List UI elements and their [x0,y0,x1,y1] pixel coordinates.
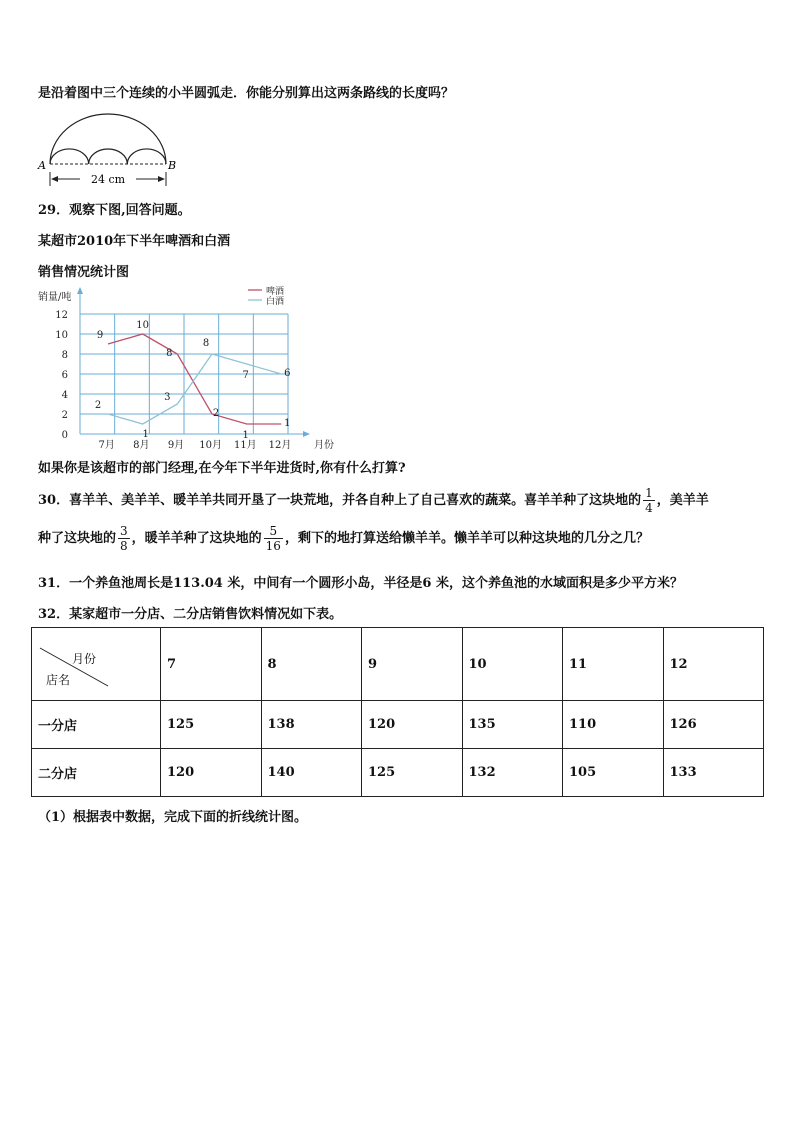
semicircle-figure [34,106,184,192]
y-tick-label: 2 [61,410,68,421]
y-tick-label: 4 [61,390,68,401]
small-semicircle-arc-1 [50,149,89,164]
month-header-cell: 8 [261,628,362,701]
y-tick-label: 8 [61,350,68,361]
chart-title-line2: 销售情况统计图 [38,265,130,280]
q30-line2 [38,524,649,553]
point-a-label: A [38,159,46,172]
large-semicircle-arc [50,114,166,164]
header-store-label: 店名 [46,673,71,687]
y-axis-title: 销量/吨 [38,292,72,303]
table-row [32,749,764,797]
table-cell: 133 [663,749,764,797]
y-axis-arrow-icon [77,287,83,294]
x-tick-label: 7月 [98,440,115,451]
q30-text-part5: ，剩下的地打算送给懒羊羊。懒羊羊可以种这块地的几分之几？ [284,531,649,546]
arrow-right-head-icon [158,176,165,182]
point-b-label: B [168,159,177,172]
table-cell: 125 [161,701,262,749]
q30-text-part3: 种了这块地的 [38,531,117,546]
chart-title-line1: 某超市2010年下半年啤酒和白酒 [38,234,231,249]
x-tick-label: 10月 [199,440,223,451]
y-tick-label: 0 [61,430,68,441]
y-tick-label: 10 [55,330,68,341]
small-semicircle-arc-2 [89,149,128,164]
q30-text-part2: ，美羊羊 [656,493,709,508]
q30-text-part1: 30．喜羊羊、美羊羊、暖羊羊共同开垦了一块荒地，并各自种上了自己喜欢的蔬菜。喜羊羊种了这块地的 [38,493,642,508]
x-axis-arrow-icon [303,431,310,437]
q32-title: 32．某家超市一分店、二分店销售饮料情况如下表。 [38,607,343,622]
legend-label: 啤酒 [266,287,285,297]
data-label: 8 [202,338,210,349]
month-header-cell: 7 [161,628,262,701]
x-tick-label: 12月 [268,440,292,451]
data-label: 3 [164,392,171,403]
q31-question: 31．一个养鱼池周长是113.04 米，中间有一个圆形小岛，半径是6 米，这个养鱼池的水域面积是多少平方米？ [38,576,683,591]
header-month-label: 月份 [71,652,96,666]
table-cell: 120 [161,749,262,797]
table-cell: 132 [462,749,563,797]
table-cell: 105 [563,749,664,797]
table-cell: 126 [663,701,764,749]
q32-subquestion-1: （1）根据表中数据，完成下面的折线统计图。 [38,810,308,825]
data-label: 1 [142,429,149,440]
x-axis-title: 月份 [314,440,334,451]
q30-line1 [38,486,709,515]
arrow-left-head-icon [51,176,58,182]
fraction-one-quarter [643,486,655,515]
fraction-five-sixteenths [264,524,283,553]
x-tick-label: 9月 [167,440,185,451]
fraction-denominator: 16 [265,539,281,553]
fraction-denominator: 4 [645,501,653,515]
q29-question: 如果你是该超市的部门经理,在今年下半年进货时,你有什么打算? [38,461,406,476]
table-cell: 120 [362,701,463,749]
table-cell: 110 [563,701,664,749]
table-row [32,701,764,749]
month-header-cell: 12 [663,628,764,701]
data-label: 9 [96,330,104,341]
store-name-cell: 一分店 [32,701,161,749]
fraction-three-eighths [118,524,130,553]
data-label: 1 [284,418,291,429]
legend-label: 白酒 [266,297,285,307]
data-label: 2 [212,408,220,419]
data-label: 6 [284,368,291,379]
table-cell: 140 [261,749,362,797]
sales-line-chart [30,284,334,454]
data-label: 7 [242,370,249,381]
y-tick-label: 12 [55,310,68,321]
data-label: 10 [136,320,150,331]
data-label: 1 [242,430,249,441]
small-semicircle-arc-3 [127,149,166,164]
x-tick-label: 8月 [133,440,150,451]
month-header-cell: 10 [462,628,563,701]
data-label: 2 [94,400,102,411]
fraction-numerator: 1 [645,486,653,500]
diagonal-divider [32,628,168,700]
month-header-cell: 11 [563,628,664,701]
fraction-numerator: 5 [264,524,283,539]
fraction-denominator: 8 [120,539,128,553]
table-header-row [32,628,764,701]
data-label: 8 [166,348,173,359]
diagonal-header-cell [32,628,161,701]
fraction-numerator: 3 [120,524,128,538]
length-label: 24 cm [90,173,126,186]
q30-text-part4: ，暖羊羊种了这块地的 [131,531,262,546]
store-name-cell: 二分店 [32,749,161,797]
month-header-cell: 9 [362,628,463,701]
q29-title: 29．观察下图,回答问题。 [38,203,191,218]
table-cell: 138 [261,701,362,749]
sales-table [31,627,764,797]
table-cell: 125 [362,749,463,797]
intro-question-line: 是沿着图中三个连续的小半圆弧走．你能分别算出这两条路线的长度吗？ [38,86,455,101]
x-tick-label: 11月 [233,440,257,451]
y-tick-label: 6 [61,370,68,381]
table-cell: 135 [462,701,563,749]
